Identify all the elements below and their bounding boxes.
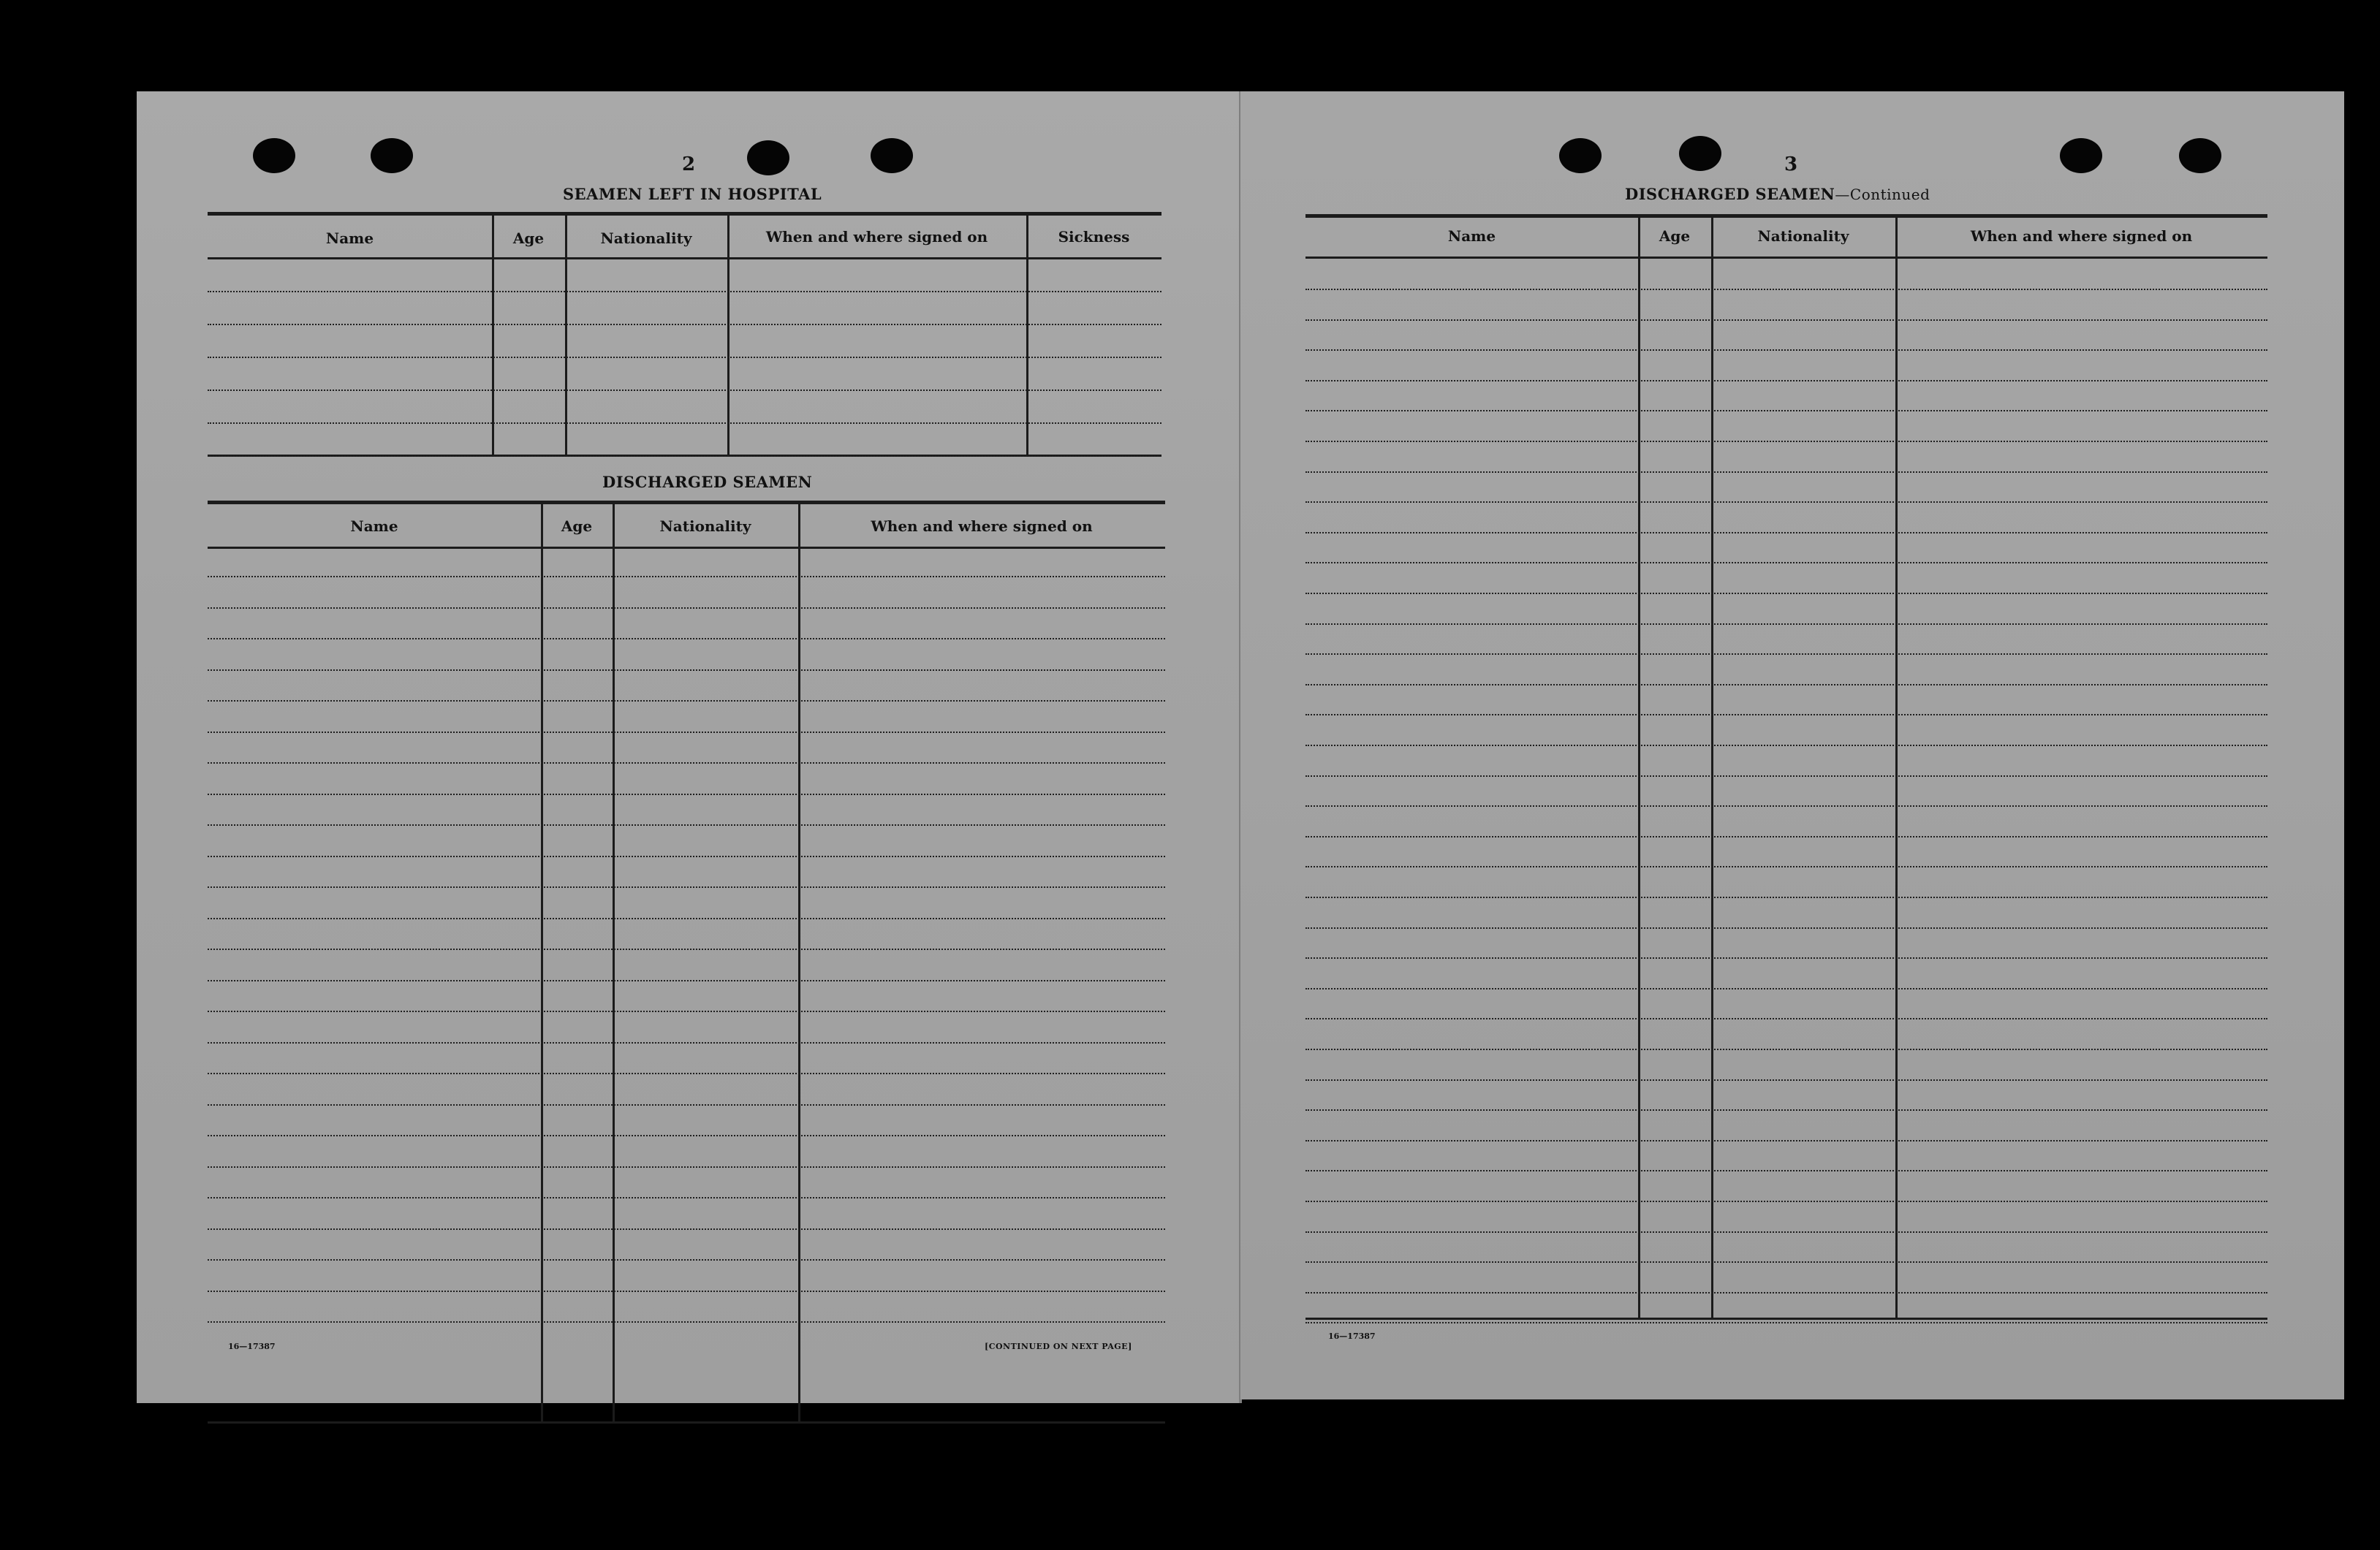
- table-top-rule: [1305, 214, 2267, 218]
- section-title-text: DISCHARGED SEAMEN: [1625, 185, 1835, 203]
- table-row: [208, 576, 1165, 577]
- table-row: [1305, 349, 2267, 351]
- table-row: [1305, 1170, 2267, 1171]
- column-header-name: Name: [325, 229, 374, 247]
- table-row: [1305, 441, 2267, 442]
- column-divider: [1026, 216, 1028, 455]
- table-row: [208, 732, 1165, 733]
- table-row: [1305, 1322, 2267, 1323]
- table-row: [208, 918, 1165, 919]
- table-row: [208, 1321, 1165, 1323]
- punch-hole: [371, 138, 413, 173]
- column-header-name: Name: [350, 517, 398, 535]
- column-header-age: Age: [561, 517, 593, 535]
- table-row: [208, 607, 1165, 609]
- table-row: [1305, 1292, 2267, 1293]
- table-row: [1305, 623, 2267, 625]
- table-row: [208, 422, 1161, 424]
- table-row: [1305, 532, 2267, 533]
- punch-hole: [871, 138, 913, 173]
- column-header-nationality: Nationality: [600, 229, 692, 247]
- table-row: [208, 1042, 1165, 1044]
- table-row: [208, 980, 1165, 981]
- column-divider: [541, 504, 543, 1421]
- table-top-rule: [208, 212, 1161, 216]
- table-bottom-rule: [1305, 1318, 2267, 1320]
- table-row: [208, 1228, 1165, 1230]
- table-row: [208, 949, 1165, 950]
- table-top-rule: [208, 501, 1165, 504]
- column-divider: [1895, 218, 1898, 1318]
- table-row: [208, 824, 1165, 826]
- table-row: [208, 794, 1165, 795]
- discharged-table: [208, 501, 1165, 1425]
- punch-hole: [1679, 136, 1721, 171]
- table-row: [208, 886, 1165, 888]
- left-page: [137, 91, 1240, 1403]
- table-row: [208, 1104, 1165, 1106]
- table-row: [1305, 562, 2267, 563]
- table-row: [208, 1135, 1165, 1136]
- table-row: [1305, 927, 2267, 929]
- table-row: [1305, 653, 2267, 655]
- section-title-suffix: —Continued: [1835, 186, 1930, 203]
- page-number: 2: [682, 153, 696, 175]
- column-divider: [1711, 218, 1713, 1318]
- table-row: [208, 762, 1165, 764]
- table-row: [1305, 714, 2267, 715]
- table-row: [1305, 1201, 2267, 1202]
- table-row: [208, 1291, 1165, 1292]
- column-header-nationality: Nationality: [1757, 227, 1849, 245]
- column-divider: [798, 504, 800, 1421]
- table-row: [1305, 957, 2267, 959]
- table-row: [1305, 897, 2267, 898]
- hospital-section-title: SEAMEN LEFT IN HOSPITAL: [563, 185, 822, 203]
- punch-hole: [253, 138, 295, 173]
- table-row: [208, 638, 1165, 639]
- table-row: [208, 390, 1161, 391]
- table-row: [1305, 988, 2267, 989]
- table-row: [208, 324, 1161, 325]
- discharged-section-title: DISCHARGED SEAMEN: [602, 473, 813, 491]
- column-divider: [492, 216, 494, 455]
- table-row: [208, 1259, 1165, 1261]
- column-header-age: Age: [1659, 227, 1691, 245]
- table-row: [1305, 289, 2267, 290]
- table-row: [1305, 471, 2267, 473]
- form-number: 16—17387: [1328, 1331, 1376, 1341]
- table-row: [1305, 1109, 2267, 1111]
- table-row: [1305, 1261, 2267, 1263]
- page-number: 3: [1784, 153, 1798, 175]
- table-row: [208, 669, 1165, 671]
- table-row: [208, 357, 1161, 358]
- table-row: [208, 1197, 1165, 1198]
- table-row: [1305, 410, 2267, 411]
- discharged-continued-table: [1305, 214, 2267, 1413]
- column-header-sickness: Sickness: [1058, 228, 1130, 246]
- discharged-continued-title: [1625, 185, 1930, 203]
- punch-hole: [2179, 138, 2221, 173]
- form-number: 16—17387: [228, 1342, 276, 1351]
- hospital-table: [208, 212, 1161, 460]
- table-row: [1305, 1231, 2267, 1233]
- column-header-signed-on: When and where signed on: [1970, 227, 2193, 245]
- punch-hole: [747, 140, 789, 175]
- table-row: [1305, 775, 2267, 777]
- table-bottom-rule: [208, 1421, 1165, 1424]
- table-row: [1305, 319, 2267, 321]
- table-header-rule: [208, 257, 1161, 259]
- table-row: [1305, 805, 2267, 807]
- right-page: [1240, 91, 2344, 1399]
- table-row: [1305, 745, 2267, 746]
- column-divider: [565, 216, 567, 455]
- column-header-signed-on: When and where signed on: [871, 517, 1093, 535]
- table-row: [1305, 1049, 2267, 1050]
- continued-note: [CONTINUED ON NEXT PAGE]: [985, 1342, 1132, 1351]
- column-header-age: Age: [512, 229, 545, 247]
- table-row: [1305, 380, 2267, 381]
- table-row: [208, 700, 1165, 702]
- table-header-rule: [208, 547, 1165, 549]
- table-row: [208, 1011, 1165, 1012]
- column-divider: [727, 216, 729, 455]
- table-header-rule: [1305, 257, 2267, 259]
- column-divider: [613, 504, 615, 1421]
- table-row: [1305, 1140, 2267, 1141]
- table-row: [1305, 866, 2267, 867]
- column-header-signed-on: When and where signed on: [765, 228, 988, 246]
- column-header-name: Name: [1447, 227, 1496, 245]
- table-row: [1305, 1018, 2267, 1019]
- table-row: [1305, 1079, 2267, 1081]
- table-row: [1305, 501, 2267, 503]
- table-row: [208, 856, 1165, 857]
- table-row: [208, 1073, 1165, 1074]
- table-row: [1305, 593, 2267, 594]
- punch-hole: [2060, 138, 2102, 173]
- table-row: [1305, 684, 2267, 685]
- table-row: [208, 291, 1161, 292]
- table-row: [208, 455, 1161, 457]
- column-header-nationality: Nationality: [659, 517, 751, 535]
- table-row: [1305, 836, 2267, 837]
- column-divider: [1638, 218, 1640, 1318]
- punch-hole: [1559, 138, 1602, 173]
- table-row: [208, 1166, 1165, 1168]
